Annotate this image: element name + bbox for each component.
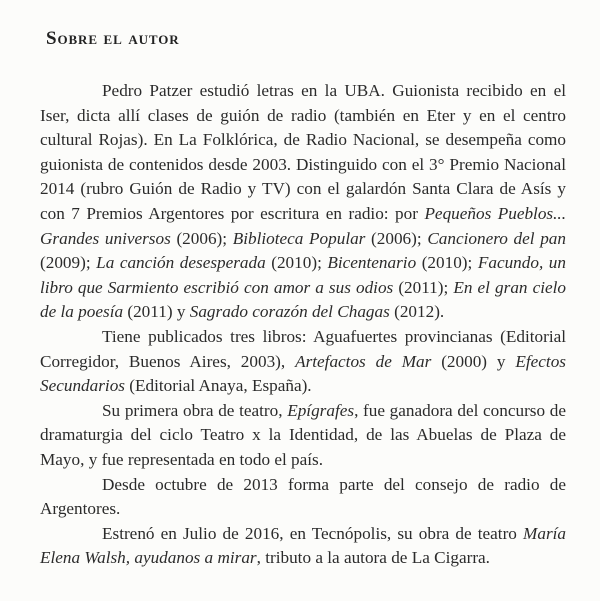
work-title: En el gran cielo de la poesía xyxy=(40,277,566,322)
paragraph xyxy=(40,522,566,571)
text-run: (2012). xyxy=(389,302,445,322)
work-title: Artefactos de Mar xyxy=(295,351,432,371)
work-title: Bicentenario xyxy=(327,253,417,273)
text-run: (2000) y xyxy=(431,351,516,371)
body-paragraphs xyxy=(40,79,566,571)
work-title: La canción desesperada xyxy=(96,253,266,273)
text-run: , tributo a la autora de La Cigarra. xyxy=(256,548,490,568)
text-run: (2010); xyxy=(265,253,328,273)
paragraph xyxy=(40,473,566,522)
work-title: Efectos Secundarios xyxy=(40,351,566,396)
work-title: María Elena Walsh, ayudanos a mirar xyxy=(40,523,566,568)
text-run: (2006); xyxy=(170,228,233,248)
text-run: (2010); xyxy=(416,253,478,273)
work-title: Sagrado corazón del Chagas xyxy=(189,302,390,322)
work-title: Cancionero del pan xyxy=(427,228,566,248)
paragraph xyxy=(40,79,566,325)
work-title: Biblioteca Popular xyxy=(232,228,366,248)
text-run: (2009); xyxy=(40,253,97,273)
text-run: (Editorial Anaya, España). xyxy=(124,376,312,396)
text-run: Su primera obra de teatro, xyxy=(102,400,288,420)
work-title: Pequeños Pueblos... Grandes universos xyxy=(40,203,566,248)
page-title: Sobre el autor xyxy=(46,28,180,49)
text-run: Pedro Patzer estudió letras en la UBA. Guionista recibido en el Iser, dicta allí clases de guión de radio (también en Eter y en el centro cultural Rojas). En La Folklórica, de Radio Nacional, se desempeña como guionista de contenidos desde 2003. Distinguido con el 3° Premio Nacional 2014 (rubro Guión de Radio y TV) con el galardón Santa Clara de Asís y con 7 Premios Argentores por escritura en radio: por xyxy=(40,81,566,223)
text-run: Desde octubre de 2013 forma parte del consejo de radio de Argentores. xyxy=(40,474,566,519)
text-run: (2006); xyxy=(365,228,428,248)
work-title: Facundo, un libro que Sarmiento escribió con amor a sus odios xyxy=(40,253,566,297)
paragraph xyxy=(40,399,566,473)
work-title: Epígrafes xyxy=(287,400,355,420)
text-run: (2011) y xyxy=(123,302,190,322)
text-run: Tiene publicados tres libros: Aguafuertes provincianas (Editorial Corregidor, Buenos Aires, 2003), xyxy=(40,326,566,371)
text-run: Estrenó en Julio de 2016, en Tecnópolis, su obra de teatro xyxy=(102,523,524,543)
text-run: , fue ganadora del concurso de dramaturgia del ciclo Teatro x la Identidad, de las Abuelas de Plaza de Mayo, y fue representada en todo el país. xyxy=(40,400,566,469)
text-run: (2011); xyxy=(393,277,454,297)
paragraph xyxy=(40,325,566,399)
